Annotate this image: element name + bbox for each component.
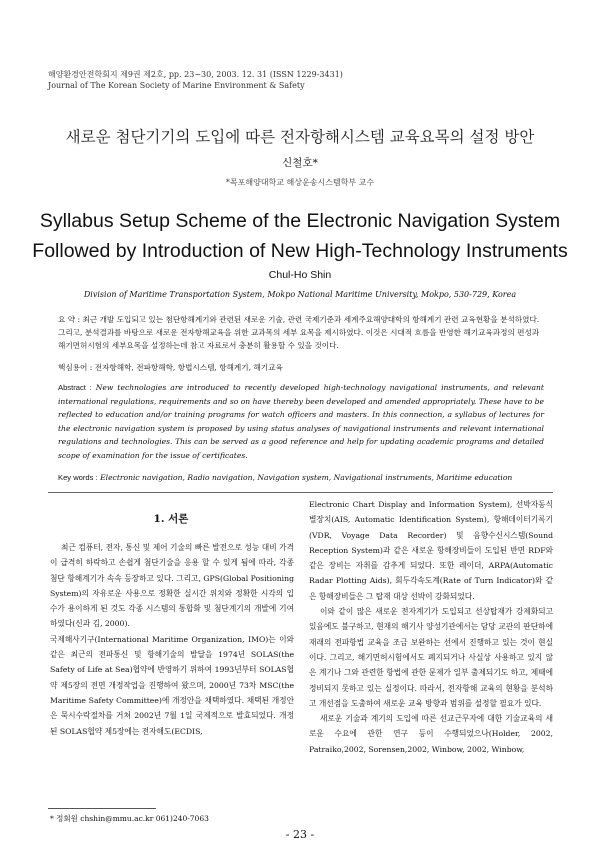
body-paragraph: 이와 같이 많은 새로운 전자계기가 도입되고 선상탑재가 강제화되고 있음에도 불구하고, 현재의 해기사 양성기관에서는 담당 교관의 판단하에 재래의 전파항법 교육을 조금 보완하는 선에서 진행하고 있는 것이 현실이다. 그리고, 해기면허시험에서도 폐지되거나 사실상 사용하고 있지 않은 계기나 그와 관련한 항법에 관한 문제가 일부 출제되기도 하고, 제때에 정비되지 못하고 있는 실정이다. 따라서, 전자항해 교육의 현황을 분석하고 개선점을 도출하여 새로운 교육 방향과 범위를 설정할 필요가 있다. — [309, 607, 553, 708]
korean-abstract-label: 요 약 : — [58, 315, 81, 324]
korean-title: 새로운 첨단기기의 도입에 따른 전자항해시스템 교육요목의 설정 방안 — [65, 128, 535, 146]
english-keywords — [58, 473, 544, 482]
korean-keywords-label: 핵심용어 : — [58, 363, 93, 372]
english-author: Chul-Ho Shin — [268, 269, 332, 281]
section-divider — [48, 492, 553, 493]
korean-author: 신철호* — [282, 157, 318, 169]
body-column-right — [309, 497, 553, 757]
english-keywords-label: Key words : — [58, 473, 98, 482]
footnote-rule — [48, 808, 156, 809]
journal-name-line: Journal of The Korean Society of Marine Environment & Safety — [48, 81, 305, 90]
english-title-line-2: Followed by Introduction of New High-Technology Instruments — [32, 240, 568, 262]
english-title — [0, 206, 600, 266]
body-column-left — [50, 540, 294, 739]
english-keywords-text: Electronic navigation, Radio navigation, Navigation system, Navigational instruments, Maritime education — [100, 473, 513, 482]
english-affiliation: Division of Maritime Transportation System, Mokpo National Maritime University, Mokpo, 530-729, Korea — [83, 290, 517, 299]
korean-keywords — [58, 362, 544, 373]
journal-info-line: 해양환경안전학회지 제9권 제2호, pp. 23~30, 2003. 12. 31 (ISSN 1229-3431) — [48, 70, 343, 79]
english-abstract-label: Abstract : — [58, 383, 92, 392]
korean-abstract — [58, 313, 544, 352]
body-paragraph: Electronic Chart Display and Information System), 선박자동식별장치(AIS, Automatic Identification System), 항해데이터기록기(VDR, Voyage Data Recorder) 및 음향수신시스템(Sound Reception System)과 같은 새로운 항해장비들이 도입된 반면 RDF와 같은 장비는 자취를 감추게 되었다. 또한 레이더, ARPA(Automatic Radar Plotting Aids), 회두각속도계(Rate of Turn Indicator)와 같은 항해장비들은 그 탑재 대상 선박이 강화되었다. — [309, 500, 553, 601]
korean-abstract-text: 최근 개발 도입되고 있는 첨단항해계기와 관련된 새로운 기술, 관련 국제기준과 세계주요해양대학의 항해계기 관련 교육현황을 분석하였다. 그리고, 분석결과를 바탕으로 새로운 전자항해교육을 위한 교과목의 세부 요목을 제시하였다. 이것은 시대적 흐름을 반영한 해기교육과정의 편성과 해기면허시험의 세부요목을 설정하는데 참고 자료로서 충분히 활용할 수 있을 것이다. — [58, 315, 540, 350]
body-paragraph: 새로운 기술과 계기의 도입에 따른 선교근무자에 대한 기술교육의 새로운 수요에 관한 연구 등이 수행되었으나(Holder, 2002, Patraiko,2002, Sorensen,2002, Winbow, 2002, Winbow, — [309, 714, 553, 754]
english-title-line-1: Syllabus Setup Scheme of the Electronic Navigation System — [39, 210, 561, 232]
english-abstract — [58, 381, 544, 462]
english-abstract-text: New technologies are introduced to recently developed high-technology navigational instruments, and relevant international regulations, requirements and so on have thereby been developed and amended appropriately. These have to be reflected to education and/or training programs for watch officers and masters. In this connection, a syllabus of lectures for the electronic navigation system is proposed by using status analyses of navigational instruments and relevant international regulations and technologies. This can be served as a good reference and help for updating academic programs and detailed scope of examination for the issue of certificates. — [58, 383, 544, 460]
journal-header — [48, 69, 343, 91]
section-title: 1. 서론 — [153, 513, 189, 525]
footnote: * 정회원 chshin@mmu.ac.kr 061)240-7063 — [50, 814, 209, 823]
body-paragraph: 국제해사기구(International Maritime Organization, IMO)는 이와 같은 최근의 전파통신 및 항해기술의 발달을 1974년 SOLAS(the Safety of Life at Sea)협약에 반영하기 위하여 1993년부터 SOLAS협약 제5장의 전면 개정작업을 진행하여 왔으며, 2000년 73차 MSC(the Maritime Safety Committee)에 개정안을 채택하였다. 채택된 개정안은 묵시수락절차를 거쳐 2002년 7월 1일 국제적으로 발효되었다. 개정된 SOLAS협약 제5장에는 전자해도(ECDIS, — [50, 634, 294, 736]
page-number: - 23 - — [285, 828, 315, 841]
body-paragraph: 최근 컴퓨터, 전자, 통신 및 제어 기술의 빠른 발전으로 성능 대비 가격이 급격히 하락하고 손쉽게 첨단기술을 응용 할 수 있게 됨에 따라, 각종 첨단 항해계기가 속속 등장하고 있다. 그리고, GPS(Global Positioning System)의 자유로운 사용으로 정확한 실시간 위치와 정확한 시각의 입수가 용이하게 된 것도 각종 시스템의 통합화 및 첨단계기의 개발에 기여하였다(신과 김, 2000). — [50, 543, 294, 629]
korean-keywords-text: 전자항해학, 전파항해학, 항법시스템, 항해계기, 해기교육 — [94, 363, 283, 372]
korean-affiliation: *목포해양대학교 해상운송시스템학부 교수 — [225, 178, 375, 187]
